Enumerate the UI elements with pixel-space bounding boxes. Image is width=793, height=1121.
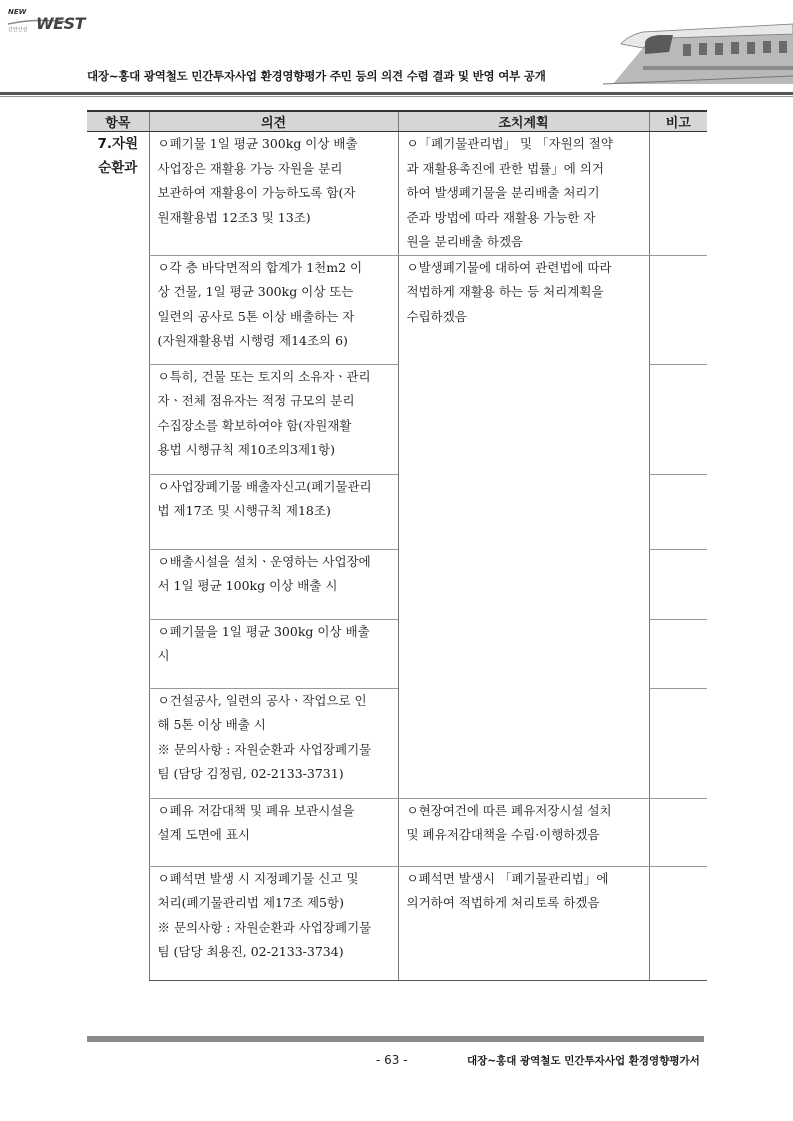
action-cell [398, 255, 649, 798]
remarks-cell [649, 688, 707, 798]
remarks-cell [649, 549, 707, 619]
category-cell [87, 132, 149, 981]
logo-west-text: WEST [36, 14, 86, 33]
opinion-cell [149, 364, 398, 474]
text-line: ※ 문의사항 : 자원순환과 사업장폐기물 [157, 741, 372, 757]
header-title: 대장~홍대 광역철도 민간투자사업 환경영향평가 주민 등의 의견 수렴 결과 및 반영 여부 공개 [87, 69, 546, 83]
text-line: 해 5톤 이상 배출 시 [157, 717, 266, 732]
text-line: ㅇ「폐기물관리법」 및 「자원의 절약 [406, 136, 613, 151]
header-opinion: 의견 [149, 111, 398, 132]
text-line: ㅇ각 층 바닥면적의 합계가 1천m2 이 [157, 259, 363, 275]
text-line: 법 제17조 및 시행규칙 제18조) [157, 503, 331, 518]
table-header-row [87, 111, 707, 132]
text-line: 수립하겠음 [406, 308, 467, 324]
header-rule-thin [0, 96, 793, 97]
remarks-cell [649, 798, 707, 866]
text-line: ㅇ발생폐기물에 대하여 관련법에 따라 [406, 259, 612, 275]
remarks-cell [649, 619, 707, 688]
text-line: 처리(폐기물관리법 제17조 제5항) [157, 895, 344, 910]
text-line: ※ 문의사항 : 자원순환과 사업장폐기물 [157, 919, 372, 935]
text-line: ㅇ폐기물 1일 평균 300kg 이상 배출 [157, 136, 358, 151]
text-line: 팀 (담당 최용진, 02-2133-3734) [157, 944, 344, 959]
text-line: 과 재활용촉진에 관한 법률」에 의거 [406, 160, 604, 176]
opinion-cell [149, 132, 398, 256]
text-line: 적법하게 재활용 하는 등 처리계획을 [406, 284, 604, 299]
action-cell [398, 798, 649, 866]
text-line: ㅇ폐기물을 1일 평균 300kg 이상 배출 [157, 623, 370, 639]
text-line: 사업장은 재활용 가능 자원을 분리 [157, 160, 343, 176]
opinion-cell [149, 798, 398, 866]
remarks-cell [649, 255, 707, 364]
action-cell [398, 866, 649, 980]
text-line: 자ㆍ전체 점유자는 적정 규모의 분리 [157, 393, 355, 408]
text-line: 하여 발생폐기물을 분리배출 처리기 [406, 185, 600, 200]
text-line: 의거하여 적법하게 처리토록 하겠음 [406, 895, 600, 910]
text-line: ㅇ폐유 저감대책 및 폐유 보관시설을 [157, 802, 355, 818]
opinion-cell [149, 474, 398, 549]
remarks-cell [649, 866, 707, 980]
text-line: 준과 방법에 따라 재활용 가능한 자 [406, 209, 596, 225]
header-remarks: 비고 [649, 111, 707, 132]
opinion-cell [149, 866, 398, 980]
header-category: 항목 [87, 111, 149, 132]
opinion-cell [149, 688, 398, 798]
opinion-cell [149, 255, 398, 364]
table-row [87, 798, 707, 866]
opinion-table [87, 110, 707, 981]
remarks-cell [649, 132, 707, 256]
text-line: ㅇ폐석면 발생 시 지정폐기물 신고 및 [157, 870, 359, 886]
action-cell [398, 132, 649, 256]
text-line: ㅇ특히, 건물 또는 토지의 소유자ㆍ관리 [157, 368, 371, 384]
text-line: ㅇ건설공사, 일련의 공사ㆍ작업으로 인 [157, 692, 367, 708]
table-row [87, 866, 707, 980]
page-number: - 63 - [376, 1053, 408, 1067]
table-row [87, 255, 707, 364]
category-line: 순환과 [98, 160, 138, 176]
text-line: 설계 도면에 표시 [157, 827, 250, 842]
text-line: 원재활용법 12조3 및 13조) [157, 209, 311, 225]
text-line: 서 1일 평균 100kg 이상 배출 시 [157, 578, 338, 593]
text-line: 용법 시행규칙 제10조의3제1항) [157, 442, 335, 457]
remarks-cell [649, 474, 707, 549]
logo [6, 8, 116, 36]
train-icon [603, 14, 793, 86]
text-line: 시 [157, 648, 170, 663]
text-line: 팀 (담당 김정림, 02-2133-3731) [157, 766, 344, 781]
text-line: 일련의 공사로 5톤 이상 배출하는 자 [157, 308, 355, 324]
logo-sub-text: 신안산선 [8, 27, 28, 33]
opinion-cell [149, 619, 398, 688]
text-line: ㅇ폐석면 발생시 「폐기물관리법」에 [406, 870, 609, 886]
header-action: 조치계획 [398, 111, 649, 132]
logo-new-text: NEW [8, 8, 27, 16]
remarks-cell [649, 364, 707, 474]
text-line: ㅇ사업장폐기물 배출자신고(폐기물관리 [157, 478, 372, 494]
text-line: 보관하여 재활용이 가능하도록 함(자 [157, 185, 356, 200]
text-line: (자원재활용법 시행령 제14조의 6) [157, 333, 348, 348]
table-row [87, 132, 707, 256]
text-line: 원을 분리배출 하겠음 [406, 234, 524, 249]
header-rule [0, 92, 793, 95]
opinion-cell [149, 549, 398, 619]
footer-title: 대장~홍대 광역철도 민간투자사업 환경영향평가서 [467, 1055, 700, 1067]
category-line: 7.자원 [97, 136, 139, 152]
text-line: 및 폐유저감대책을 수립·이행하겠음 [406, 827, 600, 842]
text-line: 수집장소를 확보하여야 함(자원재활 [157, 417, 352, 433]
footer-bar [87, 1036, 704, 1042]
text-line: 상 건물, 1일 평균 300kg 이상 또는 [157, 284, 354, 299]
text-line: ㅇ배출시설을 설치ㆍ운영하는 사업장에 [157, 553, 371, 569]
text-line: ㅇ현장여건에 따른 폐유저장시설 설치 [406, 802, 612, 818]
